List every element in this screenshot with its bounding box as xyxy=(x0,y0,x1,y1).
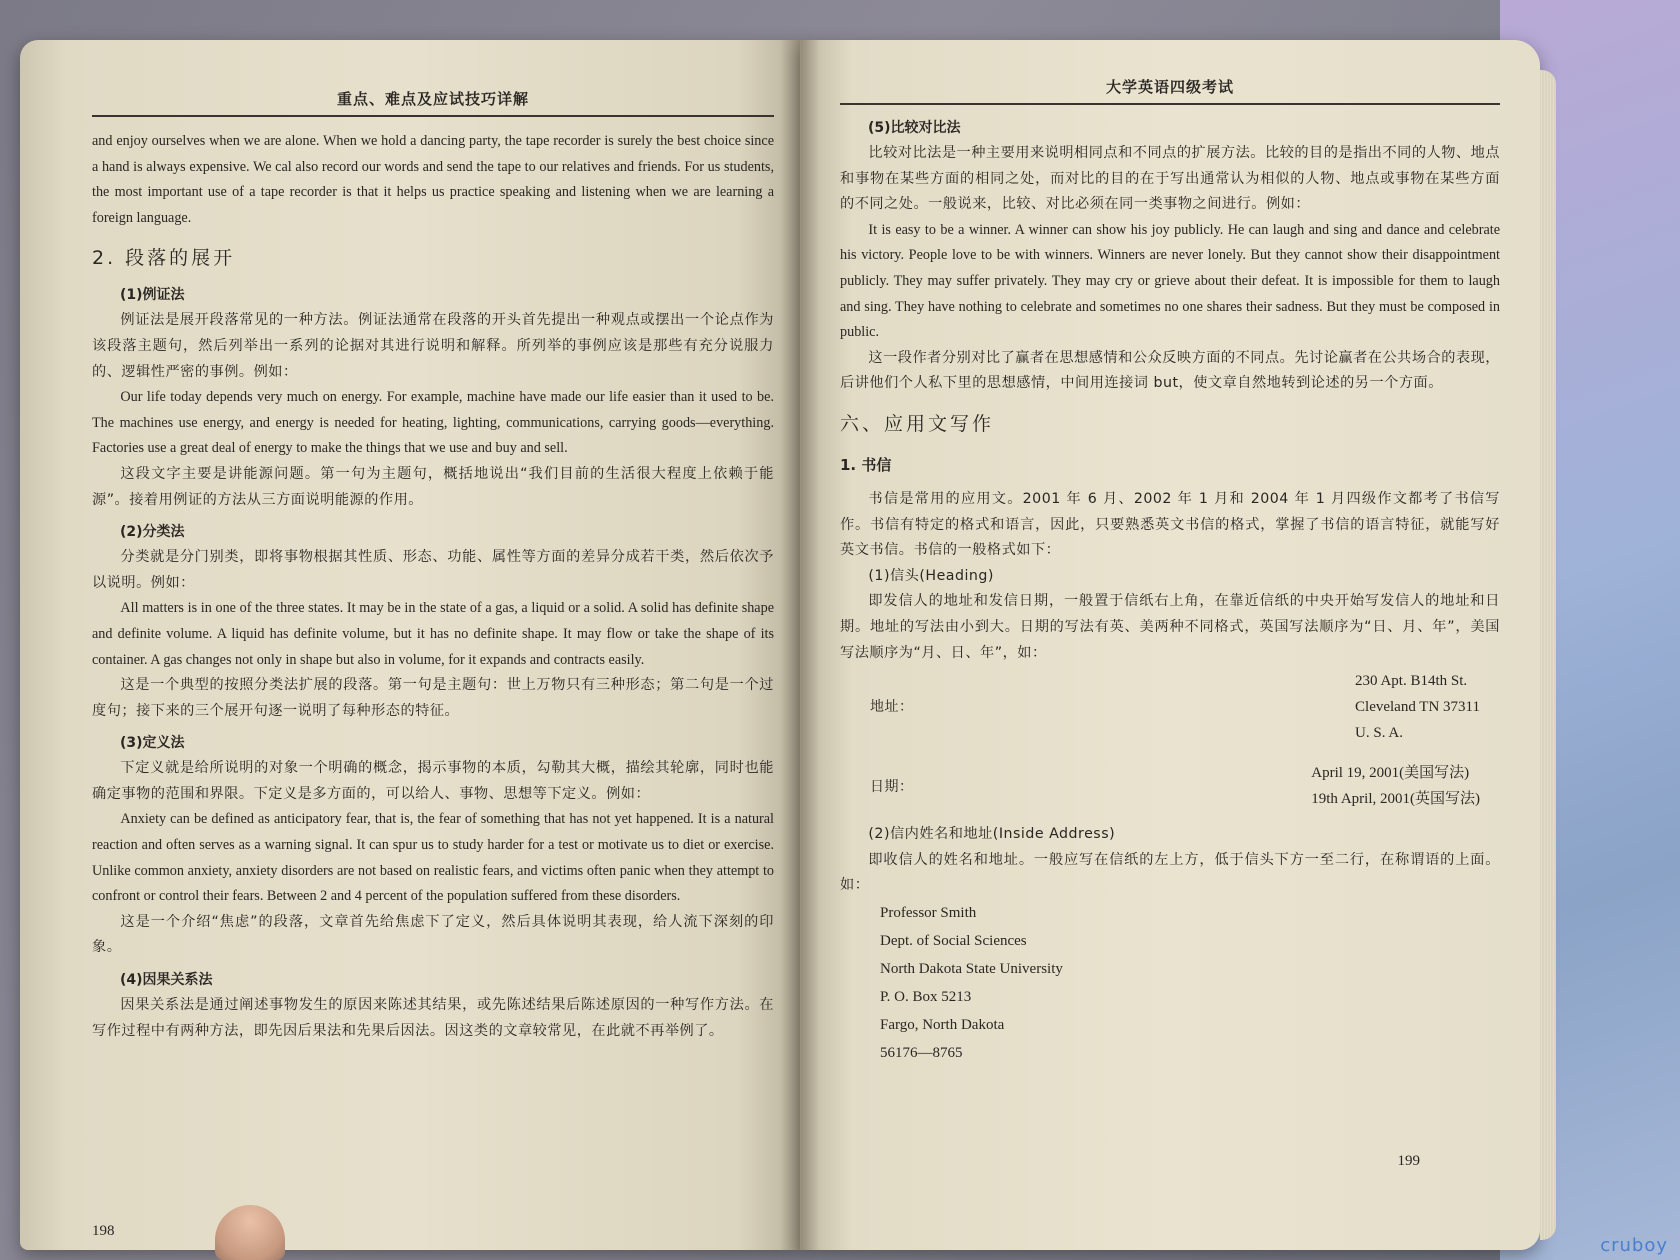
definition-description: 下定义就是给所说明的对象一个明确的概念，揭示事物的本质，勾勒其大概，描绘其轮廓，同时也能确定事物的范围和界限。下定义是多方面的，可以给人、事物、思想等下定义。例如： xyxy=(92,760,774,802)
letter-heading-item-desc: 即发信人的地址和发信日期，一般置于信纸右上角，在靠近信纸的中央开始写发信人的地址和日期。地址的写法由小到大。日期的写法有英、美两种不同格式，英国写法顺序为“日、月、年”，美国写法顺序为“月、日、年”，如： xyxy=(840,593,1500,661)
example-method-description: 例证法是展开段落常见的一种方法。例证法通常在段落的开头首先提出一种观点或摆出一个论点作为该段落主题句，然后列举出一系列的论据对其进行说明和解释。所列举的事例应该是那些有充分说服力的、逻辑性严密的事例。例如： xyxy=(92,312,774,380)
left-page xyxy=(20,40,800,1250)
date-line: 19th April, 2001(英国写法) xyxy=(1311,791,1480,808)
sample-dates xyxy=(1311,760,1480,812)
classification-sample: All matters is in one of the three states. It may be in the state of a gas, a liquid or a solid. A solid has definite shape and definite volume. A liquid has definite volume, but it has no definite shape. It may flow or take the shape of its container. A gas changes not only in shape but also in volume, for it expands and contracts easily. xyxy=(92,600,774,668)
open-book xyxy=(20,40,1540,1250)
cause-effect-description: 因果关系法是通过阐述事物发生的原因来陈述其结果，或先陈述结果后陈述原因的一种写作方法。在写作过程中有两种方法，即先因后果法和先果后因法。因这类的文章较常见，在此就不再举例了。 xyxy=(92,997,774,1039)
inside-address-line: 56176—8765 xyxy=(880,1044,963,1061)
inside-address-line: Dept. of Social Sciences xyxy=(880,932,1027,949)
left-page-number: 198 xyxy=(92,1223,115,1239)
inside-address-line: North Dakota State University xyxy=(880,960,1063,977)
page-edges xyxy=(1540,70,1556,1240)
classification-description: 分类就是分门别类，即将事物根据其性质、形态、功能、属性等方面的差异分成若干类，然后依次予以说明。例如： xyxy=(92,549,774,591)
inside-address-line: Professor Smith xyxy=(880,904,977,921)
section-heading-practical-writing: 六、应用文写作 xyxy=(840,412,995,435)
address-label: 地址： xyxy=(870,699,914,716)
date-label: 日期： xyxy=(870,779,914,796)
comparison-description: 比较对比法是一种主要用来说明相同点和不同点的扩展方法。比较的目的是指出不同的人物、地点和事物在某些方面的相同之处，而对比的目的在于写出通常认为相似的人物、地点或事物在某些方面的不同之处。一般说来，比较、对比必须在同一类事物之间进行。例如： xyxy=(840,145,1500,213)
right-page-number: 199 xyxy=(1397,1153,1420,1169)
section-heading-paragraph-development: 2. 段落的展开 xyxy=(92,247,236,270)
definition-sample: Anxiety can be defined as anticipatory fear, that is, the fear of something that has not yet happened. It is a natural reaction and often serves as a warning signal. It can spur us to study harder for a test or motivate us to diet or exercise. Unlike common anxiety, anxiety disorders are not based on realistic fears, and victims often panic when they attempt to confront or control their fears. Between 2 and 4 percent of the population suffered from these disorders. xyxy=(92,811,774,905)
example-method-analysis: 这段文字主要是讲能源问题。第一句为主题句，概括地说出“我们目前的生活很大程度上依赖于能源”。接着用例证的方法从三方面说明能源的作用。 xyxy=(92,465,774,508)
sub-heading-example-method: (1)例证法 xyxy=(120,287,185,304)
sample-address xyxy=(1355,668,1480,746)
sample-heading-block xyxy=(840,668,1500,812)
right-running-head: 大学英语四级考试 xyxy=(840,76,1500,105)
address-line: Cleveland TN 37311 xyxy=(1355,699,1480,716)
definition-analysis: 这是一个介绍“焦虑”的段落，文章首先给焦虑下了定义，然后具体说明其表现，给人流下深刻的印象。 xyxy=(92,913,774,956)
sub-heading-definition: (3)定义法 xyxy=(120,735,185,752)
sample-inside-address xyxy=(880,899,1500,1067)
date-line: April 19, 2001(美国写法) xyxy=(1311,765,1470,782)
address-line: 230 Apt. B14th St. xyxy=(1355,673,1468,690)
inside-address-line: Fargo, North Dakota xyxy=(880,1016,1005,1033)
right-page xyxy=(800,40,1540,1250)
heading-letters: 1. 书信 xyxy=(840,455,892,474)
inside-address-desc: 即收信人的姓名和地址。一般应写在信纸的左上方，低于信头下方一至二行，在称谓语的上面。如： xyxy=(840,851,1500,894)
address-line: U. S. A. xyxy=(1355,725,1403,742)
sub-heading-cause-effect: (4)因果关系法 xyxy=(120,972,213,989)
example-method-sample: Our life today depends very much on energy. For example, machine have made our life easier than it used to be. The machines use energy, and energy is needed for heating, lighting, communications, carrying goods—everything. Factories use a great deal of energy to make the things that we use and buy and sell. xyxy=(92,389,774,457)
sub-heading-classification: (2)分类法 xyxy=(120,524,185,541)
watermark: cruboy xyxy=(1600,1235,1668,1256)
inside-address-title: (2)信内姓名和地址(Inside Address) xyxy=(868,826,1116,843)
classification-analysis: 这是一个典型的按照分类法扩展的段落。第一句是主题句：世上万物只有三种形态；第二句是一个过度句；接下来的三个展开句逐一说明了每种形态的特征。 xyxy=(92,677,774,719)
comparison-sample: It is easy to be a winner. A winner can show his joy publicly. He can laugh and sing and dance and celebrate his victory. People love to be with winners. Winners are never lonely. But they cannot show their disappointment publicly. They may suffer privately. They may cry or grieve about their defeat. It is impossible for them to laugh and sing. They have nothing to celebrate and sometimes no one shares their sadness. But they must be composed in public. xyxy=(840,221,1500,341)
left-running-head: 重点、难点及应试技巧详解 xyxy=(92,88,774,117)
sub-heading-comparison: (5)比较对比法 xyxy=(868,120,961,136)
letters-description: 书信是常用的应用文。2001 年 6 月、2002 年 1 月和 2004 年 1 月四级作文都考了书信写作。书信有特定的格式和语言，因此，只要熟悉英文书信的格式，掌握了书信的语言特征，就能写好英文书信。书信的一般格式如下： xyxy=(840,490,1500,559)
inside-address-line: P. O. Box 5213 xyxy=(880,988,972,1005)
intro-paragraph: and enjoy ourselves when we are alone. When we hold a dancing party, the tape recorder is surely the best choice since a hand is always expensive. We cal also record our words and send the tape to our relatives and friends. For us students, the most important use of a tape recorder is that it helps us practice speaking and listening when we are learning a foreign language. xyxy=(92,133,774,226)
comparison-analysis: 这一段作者分别对比了赢者在思想感情和公众反映方面的不同点。先讨论赢者在公共场合的表现，后讲他们个人私下里的思想感情，中间用连接词 but，使文章自然地转到论述的另一个方面。 xyxy=(840,349,1500,392)
letter-heading-item-title: (1)信头(Heading) xyxy=(868,567,994,584)
